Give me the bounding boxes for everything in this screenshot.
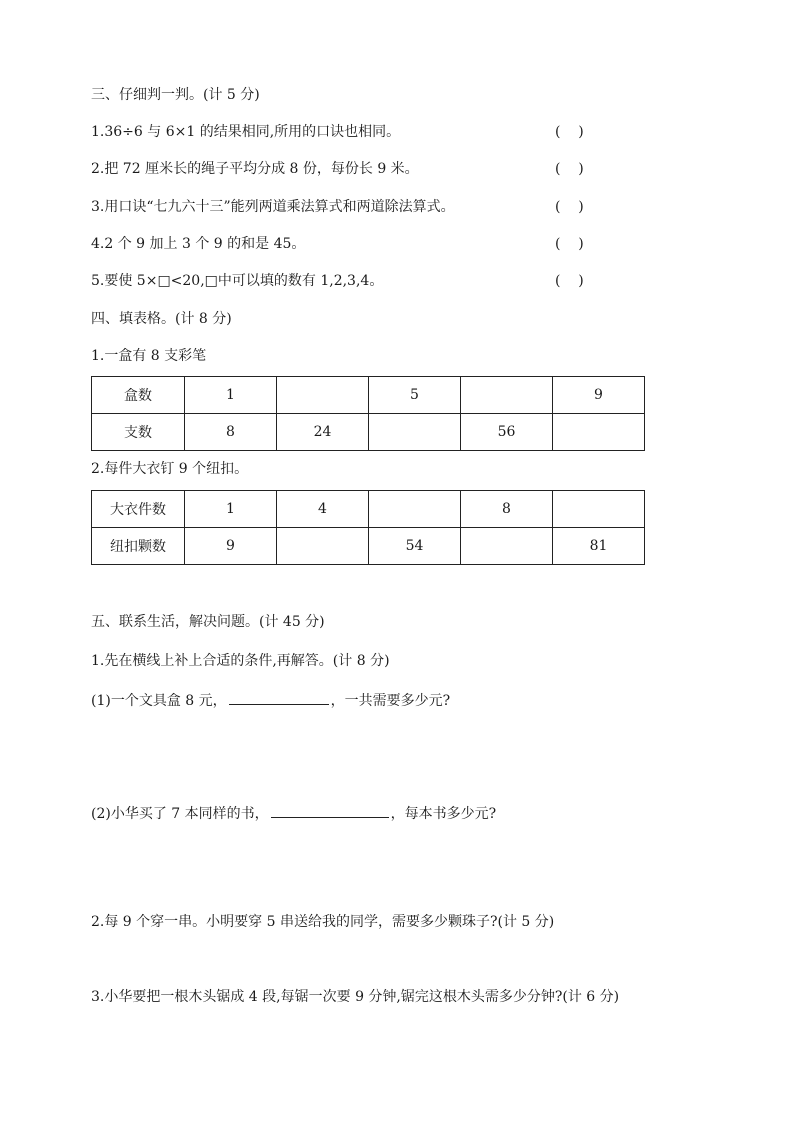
- table-cell[interactable]: [461, 528, 553, 565]
- table-cell: 5: [369, 377, 461, 414]
- judge-item-1: 1.36÷6 与 6×1 的结果相同,所用的口诀也相同。: [91, 124, 401, 140]
- table-cell[interactable]: [553, 491, 645, 528]
- table-cell[interactable]: [277, 528, 369, 565]
- answer-paren-4[interactable]: ( ): [555, 236, 584, 252]
- row-header: 支数: [92, 414, 185, 451]
- table-cell: 9: [553, 377, 645, 414]
- fill-blank-2[interactable]: [271, 803, 389, 818]
- section4-title: 四、填表格。(计 8 分): [91, 311, 232, 327]
- table-crayons: [91, 376, 645, 451]
- answer-paren-2[interactable]: ( ): [555, 161, 584, 177]
- table-row: [92, 414, 645, 451]
- question-1-part-1: [91, 690, 450, 710]
- q1-part1-lead: (1)一个文具盒 8 元，: [91, 693, 227, 709]
- table-cell: 54: [369, 528, 461, 565]
- question-1: 1.先在横线上补上合适的条件,再解答。(计 8 分): [91, 653, 390, 669]
- judge-item-5: 5.要使 5×□<20,□中可以填的数有 1,2,3,4。: [91, 273, 384, 289]
- judge-item-4: 4.2 个 9 加上 3 个 9 的和是 45。: [91, 236, 306, 252]
- table-cell[interactable]: [277, 377, 369, 414]
- row-header: 纽扣颗数: [92, 528, 185, 565]
- q1-part2-lead: (2)小华买了 7 本同样的书，: [91, 806, 269, 822]
- table-row: [92, 377, 645, 414]
- answer-paren-1[interactable]: ( ): [555, 124, 584, 140]
- judge-item-2: 2.把 72 厘米长的绳子平均分成 8 份，每份长 9 米。: [91, 161, 419, 177]
- judge-item-3: 3.用口诀“七九六十三”能列两道乘法算式和两道除法算式。: [91, 199, 455, 215]
- row-header: 大衣件数: [92, 491, 185, 528]
- table-cell: 56: [461, 414, 553, 451]
- table-cell: 9: [185, 528, 277, 565]
- q1-part2-tail: ，每本书多少元?: [390, 806, 497, 822]
- table-cell[interactable]: [461, 377, 553, 414]
- table-cell: 24: [277, 414, 369, 451]
- question-1-part-2: [91, 803, 496, 823]
- table1-caption: 1.一盒有 8 支彩笔: [91, 348, 207, 364]
- table-cell: 1: [185, 377, 277, 414]
- table-cell: 81: [553, 528, 645, 565]
- row-header: 盒数: [92, 377, 185, 414]
- question-2: 2.每 9 个穿一串。小明要穿 5 串送给我的同学，需要多少颗珠子?(计 5 分): [91, 914, 555, 930]
- table-row: [92, 528, 645, 565]
- table-cell[interactable]: [553, 414, 645, 451]
- table-row: [92, 491, 645, 528]
- table-cell: 1: [185, 491, 277, 528]
- table-cell: 8: [185, 414, 277, 451]
- question-3: 3.小华要把一根木头锯成 4 段,每锯一次要 9 分钟,锯完这根木头需多少分钟?(计 6 分): [91, 989, 620, 1005]
- section5-title: 五、联系生活，解决问题。(计 45 分): [91, 614, 325, 630]
- section3-title: 三、仔细判一判。(计 5 分): [91, 87, 260, 103]
- table-buttons: [91, 490, 645, 565]
- q1-part1-tail: ，一共需要多少元?: [330, 693, 451, 709]
- table-cell: 4: [277, 491, 369, 528]
- table-cell[interactable]: [369, 491, 461, 528]
- answer-paren-3[interactable]: ( ): [555, 199, 584, 215]
- table-cell[interactable]: [369, 414, 461, 451]
- table-cell: 8: [461, 491, 553, 528]
- fill-blank-1[interactable]: [229, 690, 329, 705]
- table2-caption: 2.每件大衣钉 9 个纽扣。: [91, 461, 249, 477]
- answer-paren-5[interactable]: ( ): [555, 273, 584, 289]
